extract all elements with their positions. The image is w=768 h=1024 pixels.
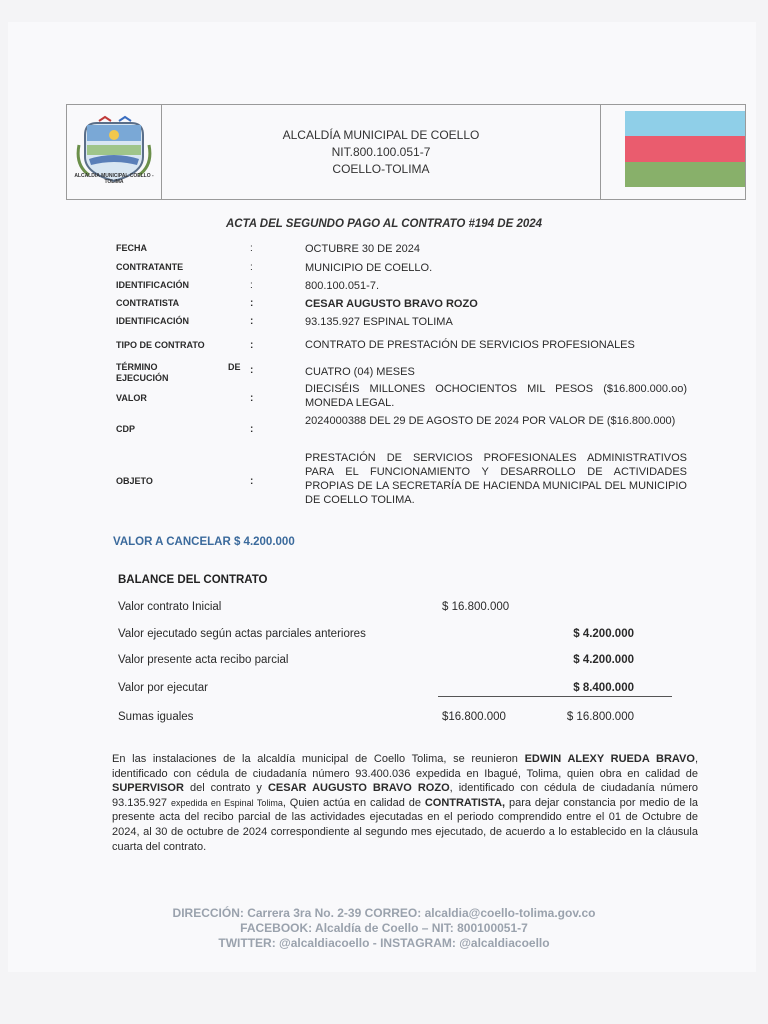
balance-row-col2: $ 4.200.000 bbox=[573, 654, 634, 666]
logo-cell bbox=[67, 105, 162, 199]
para-text: , identificado con cédula de ciudadanía número 93.135.927 bbox=[112, 782, 698, 809]
field-colon: : bbox=[250, 476, 254, 487]
field-label: CONTRATISTA bbox=[116, 298, 180, 308]
balance-title: BALANCE DEL CONTRATO bbox=[118, 574, 268, 586]
field-colon: : bbox=[250, 316, 254, 327]
footer-social: TWITTER: @alcaldiacoello - INSTAGRAM: @alcaldiacoello bbox=[218, 936, 550, 950]
municipality-nit: NIT.800.100.051-7 bbox=[331, 145, 431, 159]
municipality-location: COELLO-TOLIMA bbox=[332, 162, 430, 176]
field-colon: : bbox=[250, 262, 253, 273]
document-title: ACTA DEL SEGUNDO PAGO AL CONTRATO #194 DE 2024 bbox=[225, 218, 543, 230]
field-colon: : bbox=[250, 365, 254, 376]
municipality-heading bbox=[161, 127, 601, 178]
field-label: IDENTIFICACIÓN bbox=[116, 280, 189, 290]
field-label: VALOR bbox=[116, 393, 147, 403]
field-label: FECHA bbox=[116, 243, 147, 253]
field-label: TIPO DE CONTRATO bbox=[116, 340, 205, 350]
logo-caption: ALCALDIA MUNICIPAL COELLO - TOLIMA bbox=[74, 173, 154, 185]
field-value: CUATRO (04) MESES bbox=[305, 366, 415, 378]
field-value: 800.100.051-7. bbox=[305, 280, 380, 292]
supervisor-role: SUPERVISOR bbox=[112, 782, 184, 795]
balance-row-desc: Valor contrato Inicial bbox=[118, 601, 222, 613]
balance-row-col2: $ 8.400.000 bbox=[573, 682, 634, 694]
field-value: DIECISÉIS MILLONES OCHOCIENTOS MIL PESOS ($16.800.000.oo) MONEDA LEGAL. bbox=[305, 383, 687, 409]
flag-stripe-middle bbox=[625, 136, 745, 161]
balance-row-col1: $ 16.800.000 bbox=[442, 601, 510, 613]
balance-row-desc: Sumas iguales bbox=[118, 711, 194, 723]
para-text: , identificado con cédula de ciudadanía número 93.400.036 expedida en Ibagué, Tolima, quien obra en calidad de bbox=[112, 753, 698, 780]
balance-row-col2: $ 16.800.000 bbox=[566, 711, 634, 723]
field-label: OBJETO bbox=[116, 476, 153, 486]
field-value: OCTUBRE 30 DE 2024 bbox=[305, 243, 420, 255]
flag-stripe-top bbox=[625, 111, 745, 136]
footer-address: DIRECCIÓN: Carrera 3ra No. 2-39 CORREO: alcaldia@coello-tolima.gov.co bbox=[172, 906, 596, 920]
footer bbox=[0, 906, 768, 951]
field-label: CONTRATANTE bbox=[116, 262, 184, 272]
letterhead bbox=[66, 104, 746, 200]
para-text-small: expedida en Espinal Tolima bbox=[170, 797, 283, 808]
field-value: CONTRATO DE PRESTACIÓN DE SERVICIOS PROFESIONALES bbox=[305, 339, 635, 351]
field-label-de: DE bbox=[228, 362, 241, 372]
balance-row-desc: Valor por ejecutar bbox=[118, 682, 208, 694]
balance-row-col1: $16.800.000 bbox=[442, 711, 506, 723]
flag-cell bbox=[600, 105, 745, 199]
balance-row-desc: Valor presente acta recibo parcial bbox=[118, 654, 289, 666]
field-colon: : bbox=[250, 298, 254, 309]
field-value: CESAR AUGUSTO BRAVO ROZO bbox=[305, 298, 478, 310]
flag-stripe-bottom bbox=[625, 162, 745, 187]
balance-divider bbox=[438, 696, 672, 697]
acta-paragraph bbox=[112, 752, 698, 854]
field-colon: : bbox=[250, 280, 253, 291]
contractor-name: CESAR AUGUSTO BRAVO ROZO bbox=[267, 782, 450, 795]
municipality-name: ALCALDÍA MUNICIPAL DE COELLO bbox=[282, 128, 480, 142]
field-colon: : bbox=[250, 393, 254, 404]
para-text: En las instalaciones de la alcaldía municipal de Coello Tolima, se reunieron bbox=[112, 753, 525, 765]
field-colon: : bbox=[250, 424, 254, 435]
field-label: TÉRMINO bbox=[116, 362, 158, 372]
balance-row-col2: $ 4.200.000 bbox=[573, 628, 634, 640]
para-text: , Quien actúa en calidad de bbox=[282, 796, 425, 809]
valor-a-cancelar: VALOR A CANCELAR $ 4.200.000 bbox=[113, 536, 295, 548]
municipal-flag bbox=[625, 111, 745, 187]
field-colon: : bbox=[250, 340, 254, 351]
para-text: para dejar constancia por medio de la presente acta del recibo parcial de las actividades ejecutadas en el periodo comprendido entre el 01 de Octubre de 2024, al 30 de octubre de 2024 correspondiente al segundo mes ejecutado, de acuerdo a lo establecido en la cláusula cuarta del contrato. bbox=[112, 796, 699, 853]
footer-facebook: FACEBOOK: Alcaldía de Coello – NIT: 800100051-7 bbox=[240, 921, 528, 935]
supervisor-name: EDWIN ALEXY RUEDA BRAVO bbox=[524, 753, 695, 765]
field-value: 93.135.927 ESPINAL TOLIMA bbox=[305, 316, 453, 328]
balance-row-desc: Valor ejecutado según actas parciales anteriores bbox=[118, 628, 366, 640]
para-text: del contrato y bbox=[183, 782, 268, 795]
field-colon: : bbox=[250, 243, 253, 254]
field-label: IDENTIFICACIÓN bbox=[116, 316, 189, 326]
field-value: 2024000388 DEL 29 DE AGOSTO DE 2024 POR VALOR DE ($16.800.000) bbox=[305, 415, 676, 427]
field-label-line2: EJECUCIÓN bbox=[116, 373, 169, 383]
field-value: MUNICIPIO DE COELLO. bbox=[305, 262, 433, 274]
field-label: CDP bbox=[116, 424, 136, 434]
field-value: PRESTACIÓN DE SERVICIOS PROFESIONALES ADMINISTRATIVOS PARA EL FUNCIONAMIENTO Y DESARROLLO DE ACTIVIDADES PROPIAS DE LA SECRETARÍA DE HACIENDA MUNICIPAL DEL MUNICIPIO DE COELLO TOLIMA. bbox=[305, 452, 687, 506]
contractor-role: CONTRATISTA, bbox=[424, 796, 506, 809]
